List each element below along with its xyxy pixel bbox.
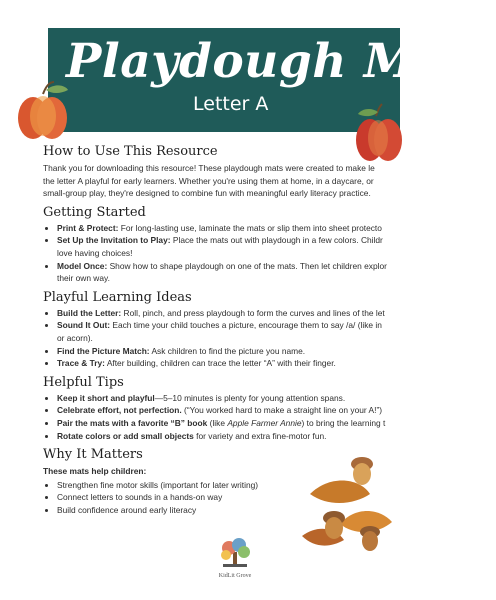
list-item [57,260,423,285]
item-text: Roll, pinch, and press playdough to form the curves and lines of the let [121,307,385,318]
item-continuation: love having choices! [57,247,133,258]
intro-line-3: small-group play, they're designed to combine fun with meaningful early literacy practice. [43,188,371,199]
section-subheading: These mats help children: [43,466,147,477]
list-item: • Strengthen fine motor skills (important for later writing) [57,479,423,492]
page-subtitle: Letter A [193,93,269,115]
intro-line-2: the letter A playful for early learners. Whether you're using them at home, in a daycare, or [43,175,374,186]
item-continuation: their own way. [57,273,110,284]
item-text: (“You worked hard to make a straight line on your A!”) [181,405,383,416]
item-bold-label: Trace & Try: [57,358,105,369]
section-heading: Getting Started [43,204,146,220]
book-title: Apple Farmer Annie [227,417,302,428]
item-text: ) to bring the learning t [301,417,386,428]
section-helpful-tips [43,375,423,442]
section-getting-started [43,205,423,285]
section-heading: Playful Learning Ideas [43,289,192,305]
list-item [57,392,423,405]
bullet-list [43,222,423,285]
list-item [57,319,423,344]
item-text: Show how to shape playdough on one of the mats. Then let children explor [107,260,387,271]
acorns-illustration [300,444,400,554]
list-item [57,417,423,430]
item-text: Each time your child touches a picture, encourage them to say /a/ (like in [110,320,382,331]
bullet-list [43,307,423,370]
section-heading: Why It Matters [43,447,143,463]
brand-logo [210,536,260,579]
item-continuation: or acorn). [57,332,93,343]
item-text: —5–10 minutes is plenty for young attention spans. [154,392,346,403]
item-text: Ask children to find the picture you name. [149,345,306,356]
list-item: • Build confidence around early literacy [57,504,423,517]
list-item [57,430,423,443]
page-title: Playdough Mats [66,34,496,89]
section-how-to-use [43,144,423,200]
item-text: After building, children can trace the letter “A” with their finger. [104,358,336,369]
section-playful-learning [43,290,423,370]
item-bold-label: Sound It Out: [57,320,111,331]
list-item [57,307,423,320]
item-bold-label: Celebrate effort, not perfection. [57,405,182,416]
apple-left-illustration [16,80,70,144]
section-heading: Helpful Tips [43,374,124,390]
list-item [57,234,423,259]
item-bold-label: Build the Letter: [57,307,122,318]
item-text: For long-lasting use, laminate the mats or slip them into sheet protecto [118,222,382,233]
item-bold-label: Rotate colors or add small objects [57,430,194,441]
list-item [57,222,423,235]
bullet-list [43,392,423,442]
list-item: • Connect letters to sounds in a hands-on way [57,491,423,504]
item-bold-label: Pair the mats with a favorite “B” book [57,417,208,428]
item-bold-label: Find the Picture Match: [57,345,150,356]
item-text: (like [207,417,228,428]
item-bold-label: Set Up the Invitation to Play: [57,235,171,246]
list-item [57,345,423,358]
item-bold-label: Keep it short and playful [57,392,155,403]
list-item [57,357,423,370]
intro-line-1: Thank you for downloading this resource! These playdough mats were created to make le [43,163,375,173]
tree-logo-icon [217,536,253,568]
item-text: Place the mats out with playdough in a few colors. Childr [170,235,383,246]
item-text: for variety and extra fine-motor fun. [193,430,327,441]
item-bold-label: Print & Protect: [57,222,119,233]
item-bold-label: Model Once: [57,260,108,271]
section-heading: How to Use This Resource [43,144,218,159]
logo-text: KidLit Grove [218,573,252,579]
list-item [57,404,423,417]
